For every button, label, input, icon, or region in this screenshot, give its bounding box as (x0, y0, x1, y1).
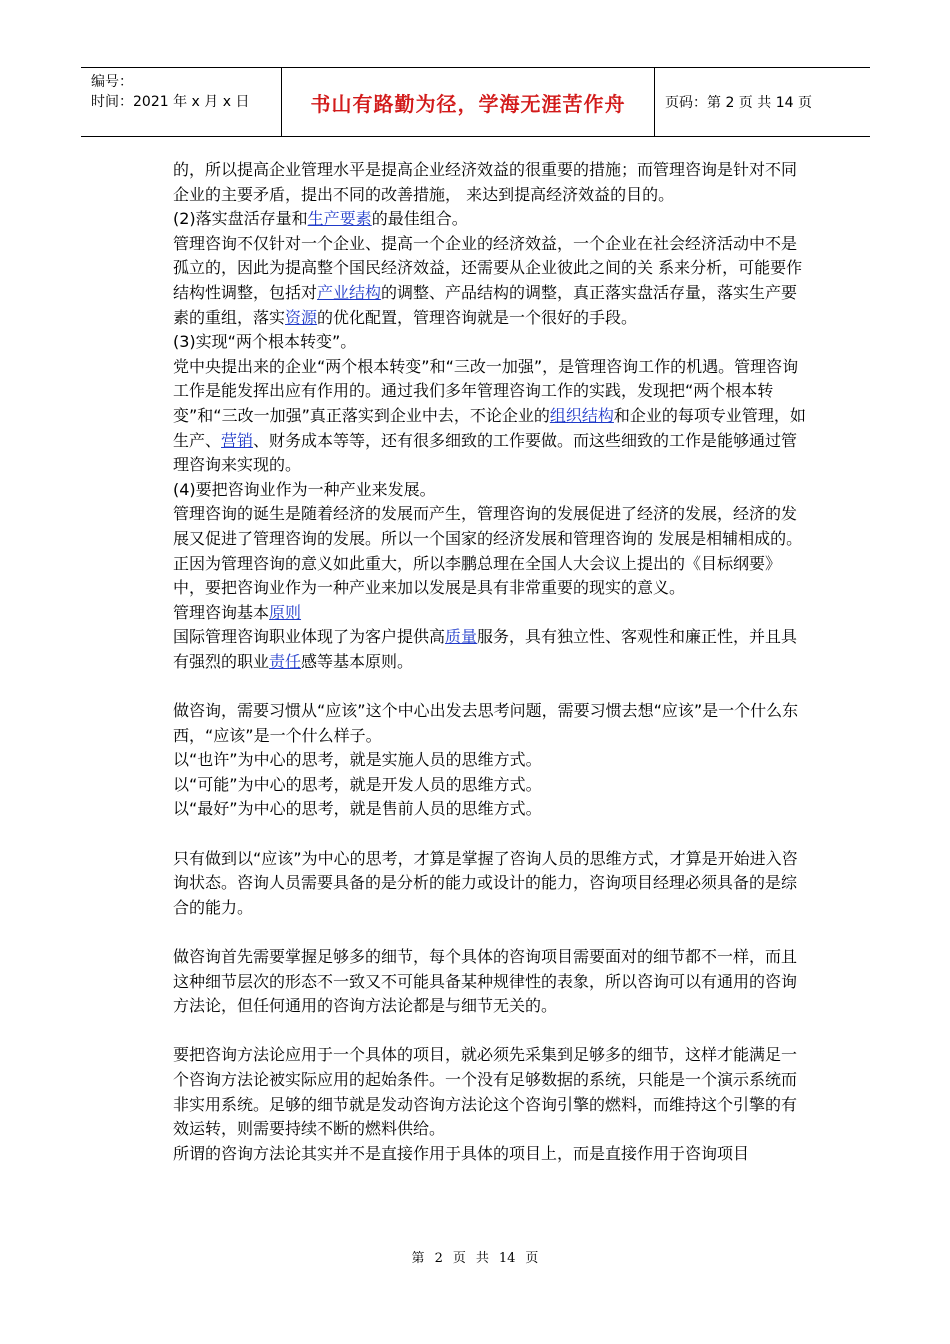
text: 的调整、产品结构的调整，真正落实盘活存量，落实生产要素的重组，落实 (173, 282, 798, 327)
section-heading: (3)实现“两个根本转变”。 (173, 332, 357, 352)
paragraph: 以“最好”为中心的思考，就是售前人员的思维方式。 (173, 799, 542, 819)
text: 服务，具有独立性、客观性和廉正性，并且具有强烈的职业 (173, 627, 798, 671)
text: 、财务成本等等，还有很多细致的工作要做。而这些细致的工作是能够通过管理咨询来实现的。 (173, 430, 798, 475)
link-resources[interactable]: 资源 (285, 307, 318, 327)
doc-date: 时间：2021 年 x 月 x 日 (91, 94, 250, 110)
blank-line (173, 822, 809, 847)
footer-text: 第 (411, 1251, 425, 1266)
paragraph (173, 355, 809, 478)
text: (2)落实盘活存量和 (173, 209, 308, 229)
text: 的最佳组合。 (371, 209, 468, 229)
paragraph: 所谓的咨询方法论其实并不是直接作用于具体的项目上，而是直接作用于咨询项目 (173, 1143, 750, 1163)
section-heading: (4)要把咨询业作为一种产业来发展。 (173, 479, 436, 499)
link-industrial-structure[interactable]: 产业结构 (317, 282, 382, 302)
link-organization-structure[interactable]: 组织结构 (549, 405, 614, 425)
footer-text: 页 (452, 1251, 466, 1266)
footer-total-pages: 14 (498, 1251, 516, 1266)
blank-line (173, 920, 809, 945)
header-page-info: 页码：第 2 页 共 14 页 (665, 95, 812, 111)
header-meta (81, 68, 282, 136)
paragraph: 管理咨询的诞生是随着经济的发展而产生，管理咨询的发展促进了经济的发展，经济的发展又促进了管理咨询的发展。所以一个国家的经济发展和管理咨询的 发展是相辅相成的。正因为管理咨询的意义如此重大，所以李鹏总理在全国人大会议上提出的《目标纲要》中，要把咨询业作为一种产业来加以发展是具有非常重要的现实的意义。 (173, 504, 803, 598)
text: 管理咨询不仅针对一个企业、提高一个企业的经济效益，一个企业在社会经济活动中不是孤立的，因此为提高整个国民经济效益，还需要从企业彼此之间的关 系来分析，可能要作结构性调整，包括对 (173, 233, 803, 302)
paragraph: 只有做到以“应该”为中心的思考，才算是掌握了咨询人员的思维方式，才算是开始进入咨询状态。咨询人员需要具备的是分析的能力或设计的能力，咨询项目经理必须具备的是综合的能力。 (173, 848, 798, 917)
paragraph: 以“可能”为中心的思考，就是开发人员的思维方式。 (173, 774, 542, 794)
text: 和企业的每项专业管理，如生产、 (173, 405, 806, 450)
page-footer (0, 1247, 950, 1266)
paragraph: 以“也许”为中心的思考，就是实施人员的思维方式。 (173, 750, 542, 770)
text: 的优化配置，管理咨询就是一个很好的手段。 (317, 307, 638, 327)
footer-page-number: 2 (434, 1251, 443, 1266)
paragraph: 要把咨询方法论应用于一个具体的项目，就必须先采集到足够多的细节，这样才能满足一个咨询方法论被实际应用的起始条件。一个没有足够数据的系统，只能是一个演示系统而非实用系统。足够的细节就是发动咨询方法论这个咨询引擎的燃料，而维持这个引擎的有效运转，则需要持续不断的燃料供给。 (173, 1045, 798, 1139)
footer-text: 共 (475, 1251, 489, 1266)
paragraph: 做咨询，需要习惯从“应该”这个中心出发去思考问题，需要习惯去想“应该”是一个什么东西，“应该”是一个什么样子。 (173, 701, 799, 745)
page-header (81, 67, 870, 137)
blank-line (173, 674, 809, 699)
text: 感等基本原则。 (301, 651, 414, 671)
paragraph: 做咨询首先需要掌握足够多的细节，每个具体的咨询项目需要面对的细节都不一样，而且这种细节层次的形态不一致又不可能具备某种规律性的表象，所以咨询可以有通用的咨询方法论，但任何通用的咨询方法论都是与细节无关的。 (173, 947, 798, 1016)
link-marketing[interactable]: 营销 (221, 430, 254, 450)
header-motto: 书山有路勤为径，学海无涯苦作舟 (282, 68, 655, 136)
text: 管理咨询基本 (173, 602, 270, 622)
paragraph (173, 625, 809, 674)
doc-number-label: 编号： (91, 74, 133, 90)
text: 党中央提出来的企业“两个根本转变”和“三改一加强”，是管理咨询工作的机遇。管理咨询工作是能发挥出应有作用的。通过我们多年管理咨询工作的实践，发现把“两个根本转变”和“三改一加强”真正落实到企业中去，不论企业的 (173, 356, 799, 425)
blank-line (173, 1019, 809, 1044)
link-principles[interactable]: 原则 (269, 602, 302, 622)
text: 国际管理咨询职业体现了为客户提供高 (173, 627, 446, 647)
paragraph (173, 232, 809, 330)
link-production-factors[interactable]: 生产要素 (307, 209, 372, 229)
section-heading (173, 207, 809, 232)
link-responsibility[interactable]: 责任 (269, 651, 302, 671)
section-heading (173, 601, 809, 626)
footer-text: 页 (525, 1251, 539, 1266)
document-body (173, 158, 809, 1166)
paragraph: 的，所以提高企业管理水平是提高企业经济效益的很重要的措施；而管理咨询是针对不同企业的主要矛盾，提出不同的改善措施， 来达到提高经济效益的目的。 (173, 160, 798, 204)
link-quality[interactable]: 质量 (445, 627, 478, 647)
